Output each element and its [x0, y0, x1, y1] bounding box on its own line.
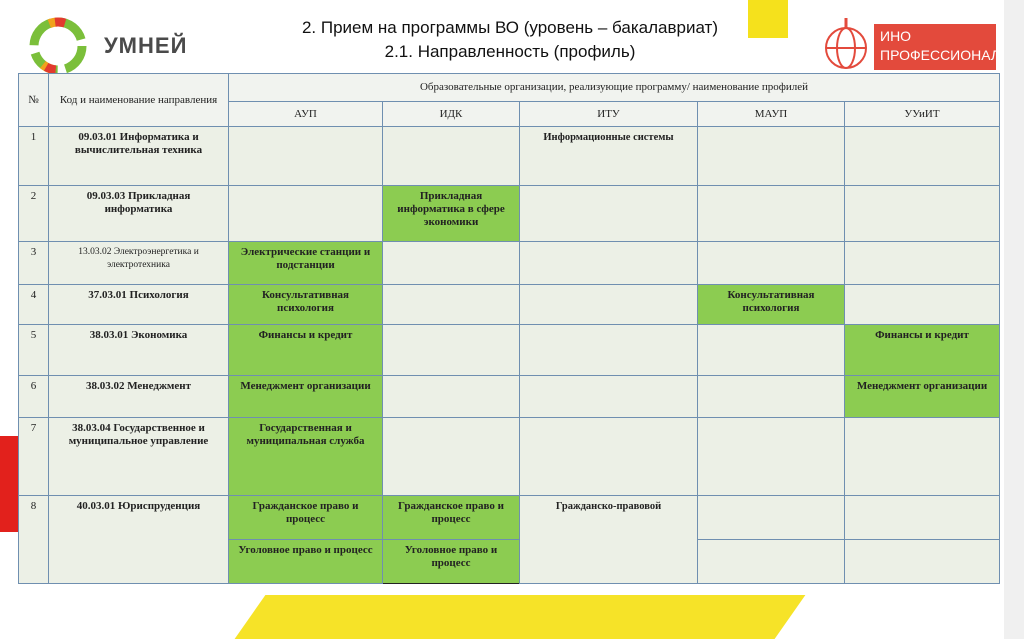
- cell-uuit: Финансы и кредит: [845, 325, 1000, 376]
- table-header-row: [19, 74, 1000, 102]
- slide-title: [200, 16, 820, 64]
- ino-professional-logo: [820, 14, 1010, 74]
- cell-aup: Государственная и муниципальная служба: [229, 418, 383, 496]
- cell-aup: Электрические станции и подстанции: [229, 242, 383, 285]
- row-direction: 09.03.03 Прикладная информатика: [49, 186, 229, 242]
- row-direction: 09.03.01 Информатика и вычислительная техника: [49, 127, 229, 186]
- cell-maup: [698, 540, 845, 584]
- cell-itu: [520, 376, 698, 418]
- cell-aup: Менеджмент организации: [229, 376, 383, 418]
- header-num: №: [19, 74, 49, 127]
- table-row: [19, 496, 1000, 540]
- cell-itu: Гражданско-правовой: [520, 496, 698, 584]
- cell-itu: Информационные системы: [520, 127, 698, 186]
- header-orgs: Образовательные организации, реализующие программу/ наименование профилей: [229, 74, 1000, 102]
- umney-logo-text: УМНЕЙ: [104, 33, 188, 58]
- slide-title-line1: 2. Прием на программы ВО (уровень – бакалавриат): [301, 18, 719, 37]
- cell-uuit: [845, 186, 1000, 242]
- row-num: 3: [19, 242, 49, 285]
- slide-title-line2: 2.1. Направленность (профиль): [384, 42, 636, 61]
- cell-uuit: [845, 496, 1000, 540]
- cell-uuit: [845, 540, 1000, 584]
- row-direction: 37.03.01 Психология: [49, 285, 229, 325]
- cell-aup: Уголовное право и процесс: [229, 540, 383, 584]
- programs-table: [18, 73, 1000, 584]
- row-direction: 38.03.04 Государственное и муниципальное управление: [49, 418, 229, 496]
- cell-idk: [383, 127, 520, 186]
- cell-maup: [698, 418, 845, 496]
- row-num: 5: [19, 325, 49, 376]
- cell-maup: Консультативная психология: [698, 285, 845, 325]
- cell-idk: Прикладная информатика в сфере экономики: [383, 186, 520, 242]
- table-row: [19, 127, 1000, 186]
- cell-maup: [698, 496, 845, 540]
- table-row: [19, 418, 1000, 496]
- cell-aup: Финансы и кредит: [229, 325, 383, 376]
- decor-gray-strip: [1004, 0, 1024, 639]
- umney-logo-icon: [28, 16, 98, 76]
- row-direction: 40.03.01 Юриспруденция: [49, 496, 229, 584]
- cell-uuit: [845, 127, 1000, 186]
- cell-idk: [383, 242, 520, 285]
- ino-logo-line1: ИНО: [880, 28, 912, 44]
- table-row: [19, 186, 1000, 242]
- cell-idk: [383, 325, 520, 376]
- row-direction: 38.03.02 Менеджмент: [49, 376, 229, 418]
- cell-uuit: Менеджмент организации: [845, 376, 1000, 418]
- row-direction: 13.03.02 Электроэнергетика и электротехника: [49, 242, 229, 285]
- table-row: [19, 376, 1000, 418]
- cell-idk: [383, 376, 520, 418]
- org-itu: ИТУ: [520, 102, 698, 127]
- cell-maup: [698, 186, 845, 242]
- cell-itu: [520, 242, 698, 285]
- cell-aup: Гражданское право и процесс: [229, 496, 383, 540]
- org-aup: АУП: [229, 102, 383, 127]
- row-num: 2: [19, 186, 49, 242]
- cell-maup: [698, 325, 845, 376]
- ino-logo-line2: ПРОФЕССИОНАЛ: [880, 47, 1001, 63]
- cell-aup: [229, 127, 383, 186]
- org-maup: МАУП: [698, 102, 845, 127]
- cell-uuit: [845, 418, 1000, 496]
- ino-globe-icon: [820, 14, 872, 76]
- cell-itu: [520, 418, 698, 496]
- cell-maup: [698, 242, 845, 285]
- cell-aup: Консультативная психология: [229, 285, 383, 325]
- umney-logo: [28, 16, 198, 76]
- cell-idk: [383, 418, 520, 496]
- cell-maup: [698, 127, 845, 186]
- cell-idk: [383, 285, 520, 325]
- row-direction: 38.03.01 Экономика: [49, 325, 229, 376]
- row-num: 4: [19, 285, 49, 325]
- row-num: 1: [19, 127, 49, 186]
- table-row: [19, 242, 1000, 285]
- cell-itu: [520, 285, 698, 325]
- org-idk: ИДК: [383, 102, 520, 127]
- table-row: [19, 325, 1000, 376]
- table-row: [19, 285, 1000, 325]
- cell-uuit: [845, 285, 1000, 325]
- row-num: 6: [19, 376, 49, 418]
- cell-aup: [229, 186, 383, 242]
- cell-idk: Уголовное право и процесс: [383, 540, 520, 584]
- decor-yellow-stripe: [235, 595, 806, 639]
- cell-idk: Гражданское право и процесс: [383, 496, 520, 540]
- cell-maup: [698, 376, 845, 418]
- decor-red-bar: [0, 436, 18, 532]
- row-num: 8: [19, 496, 49, 584]
- header-direction: Код и наименование направления: [49, 74, 229, 127]
- cell-uuit: [845, 242, 1000, 285]
- org-uuit: УУиИТ: [845, 102, 1000, 127]
- row-num: 7: [19, 418, 49, 496]
- cell-itu: [520, 325, 698, 376]
- cell-itu: [520, 186, 698, 242]
